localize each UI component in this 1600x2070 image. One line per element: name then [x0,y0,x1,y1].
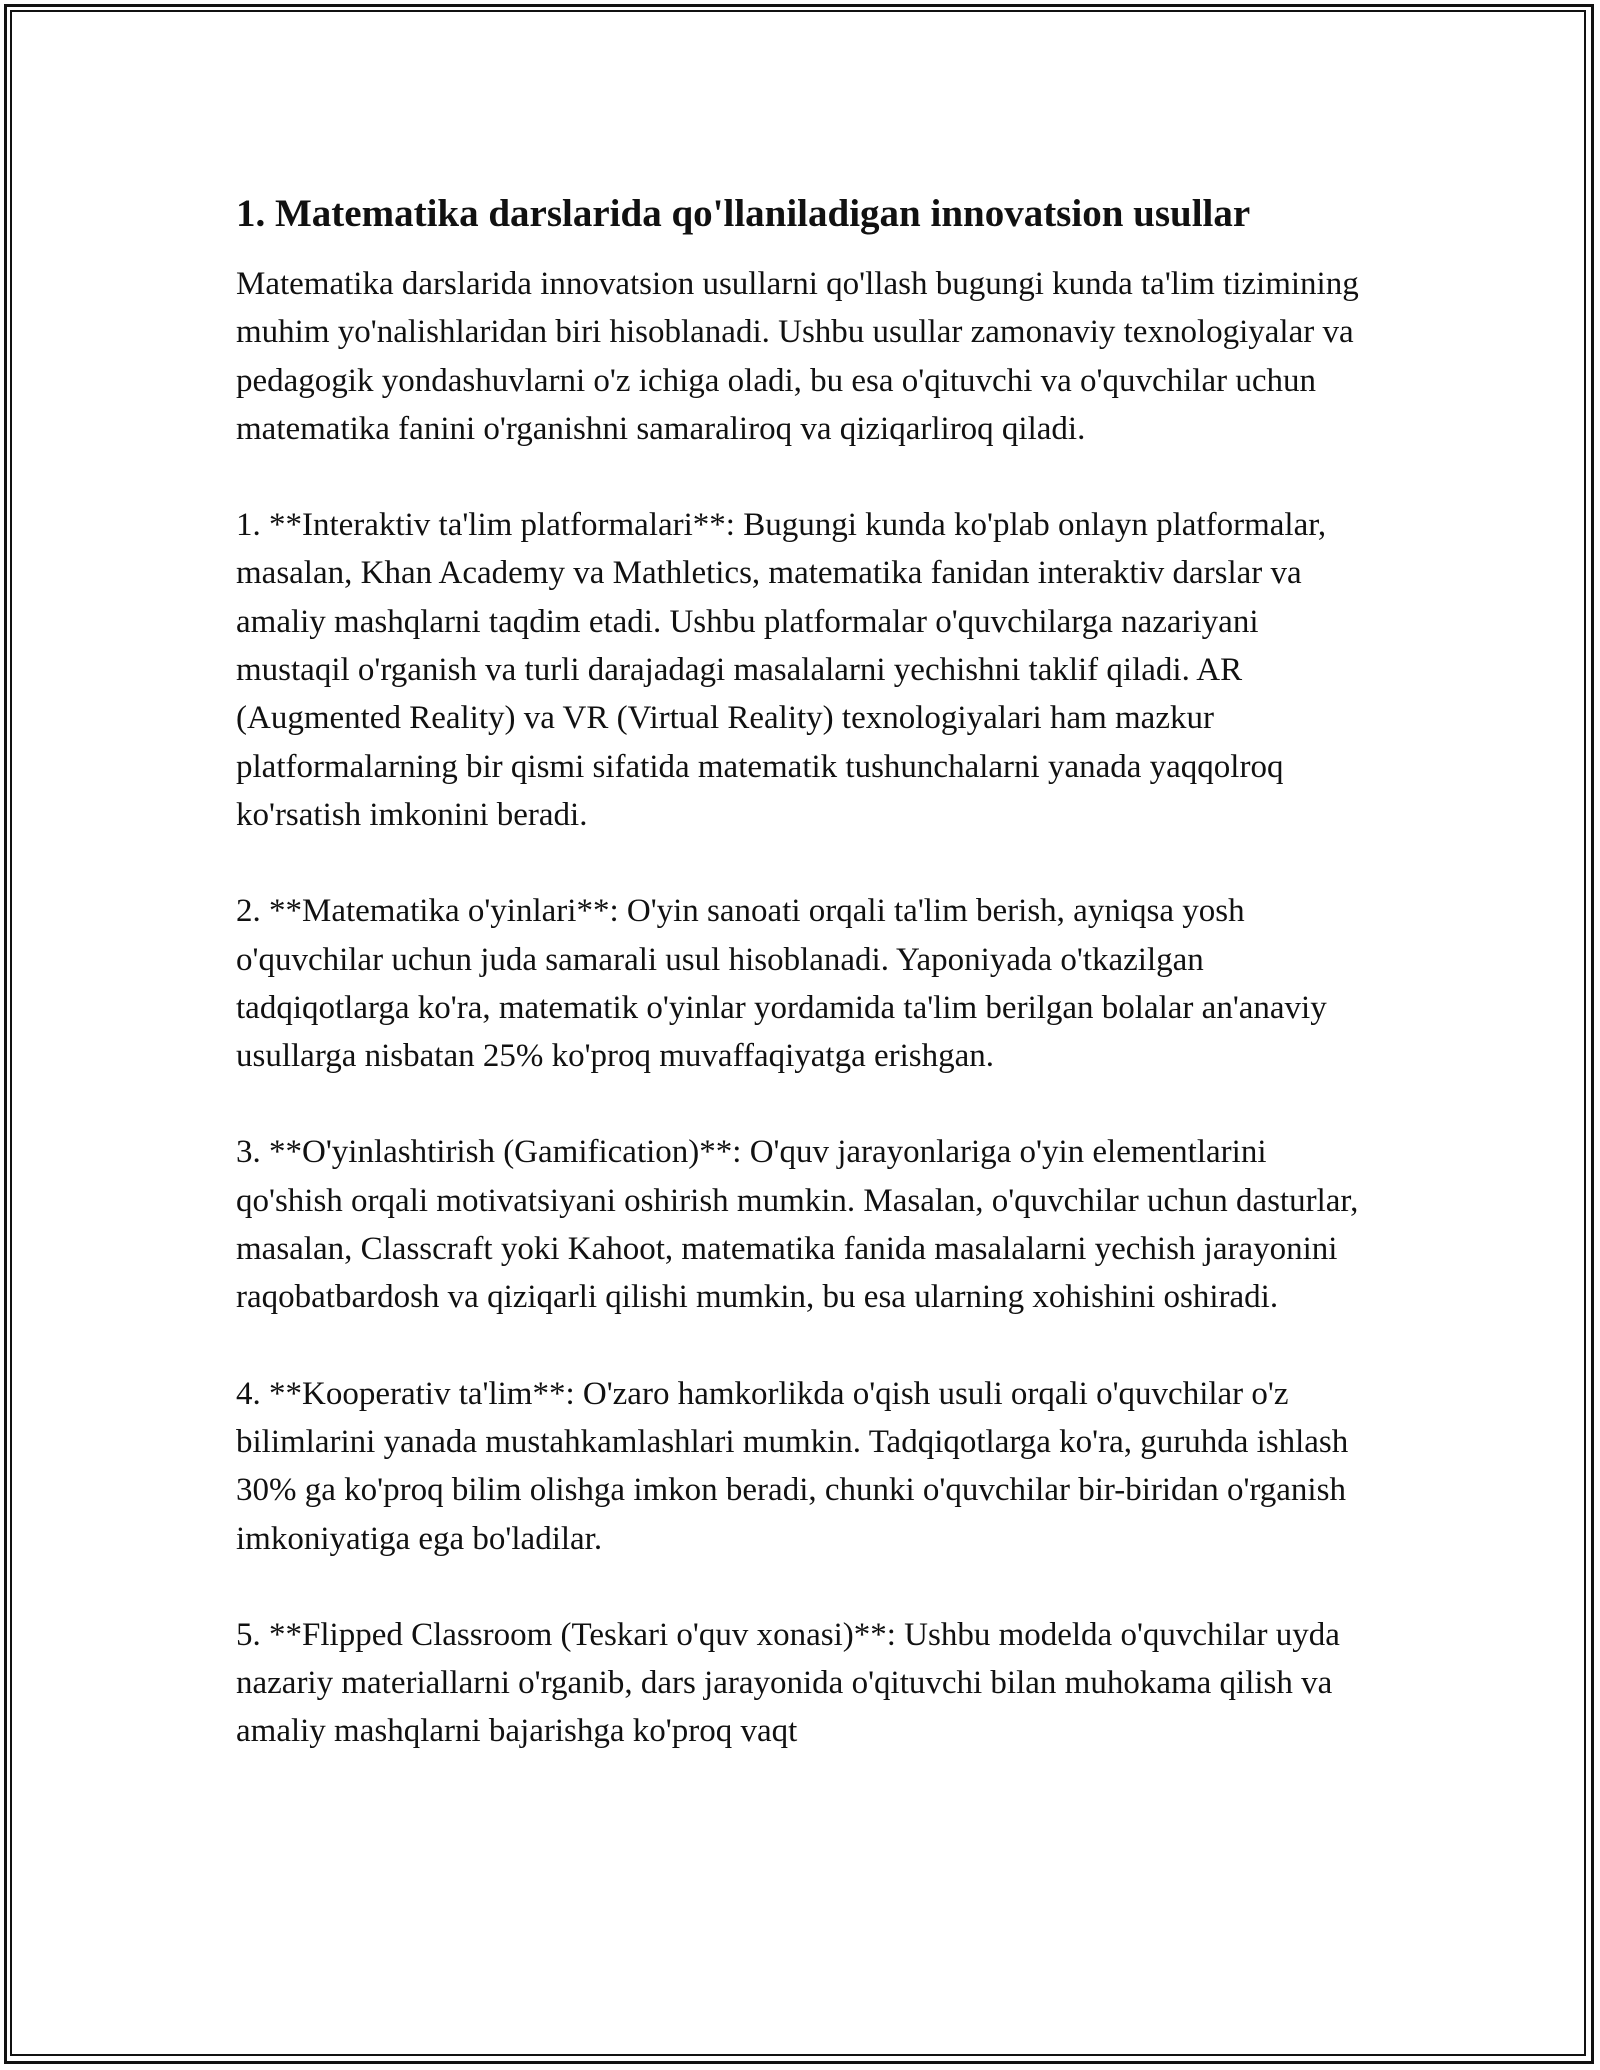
paragraph-cooperative-learning: 4. **Kooperativ ta'lim**: O'zaro hamkorlikda o'qish usuli orqali o'quvchilar o'z bilimlarini yanada mustahkamlashlari mumkin. Tadqiqotlarga ko'ra, guruhda ishlash 30% ga ko'proq bilim olishga imkon beradi, chunki o'quvchilar bir-biridan o'rganish imkoniyatiga ega bo'ladilar. [236,1375,1349,1557]
paragraph-math-games: 2. **Matematika o'yinlari**: O'yin sanoati orqali ta'lim berish, ayniqsa yosh o'quvchilar uchun juda samarali usul hisoblanadi. Yaponiyada o'tkazilgan tadqiqotlarga ko'ra, matematik o'yinlar yordamida ta'lim berilgan bolalar an'anaviy usullarga nisbatan 25% ko'proq muvaffaqiyatga erishgan. [236,893,1327,1075]
paragraph-interactive-platforms: 1. **Interaktiv ta'lim platformalari**: Bugungi kunda ko'plab onlayn platformalar, masalan, Khan Academy va Mathletics, matematika fanidan interaktiv darslar va amaliy mashqlarni taqdim etadi. Ushbu platformalar o'quvchilarga nazariyani mustaqil o'rganish va turli darajadagi masalalarni yechishni taklif qiladi. AR (Augmented Reality) va VR (Virtual Reality) texnologiyalari ham mazkur platformalarning bir qismi sifatida matematik tushunchalarni yanada yaqqolroq ko'rsatish imkonini beradi. [236,507,1327,833]
document-body [236,188,1376,1804]
paragraph-flipped-classroom: 5. **Flipped Classroom (Teskari o'quv xonasi)**: Ushbu modelda o'quvchilar uyda nazariy materiallarni o'rganib, dars jarayonida o'qituvchi bilan muhokama qilish va amaliy mashqlarni bajarishga ko'proq vaqt [236,1616,1340,1750]
paragraph-gamification: 3. **O'yinlashtirish (Gamification)**: O'quv jarayonlariga o'yin elementlarini qo'shish orqali motivatsiyani oshirish mumkin. Masalan, o'quvchilar uchun dasturlar, masalan, Classcraft yoki Kahoot, matematika fanida masalalarni yechish jarayonini raqobatbardosh va qiziqarli qilishi mumkin, bu esa ularning xohishini oshiradi. [236,1134,1359,1316]
document-title: 1. Matematika darslarida qo'llaniladigan innovatsion usullar [236,192,1251,235]
intro-paragraph: Matematika darslarida innovatsion usullarni qo'llash bugungi kunda ta'lim tizimining muhim yo'nalishlaridan biri hisoblanadi. Ushbu usullar zamonaviy texnologiyalar va pedagogik yondashuvlarni o'z ichiga oladi, bu esa o'qituvchi va o'quvchilar uchun matematika fanini o'rganishni samaraliroq va qiziqarliroq qiladi. [236,266,1359,447]
